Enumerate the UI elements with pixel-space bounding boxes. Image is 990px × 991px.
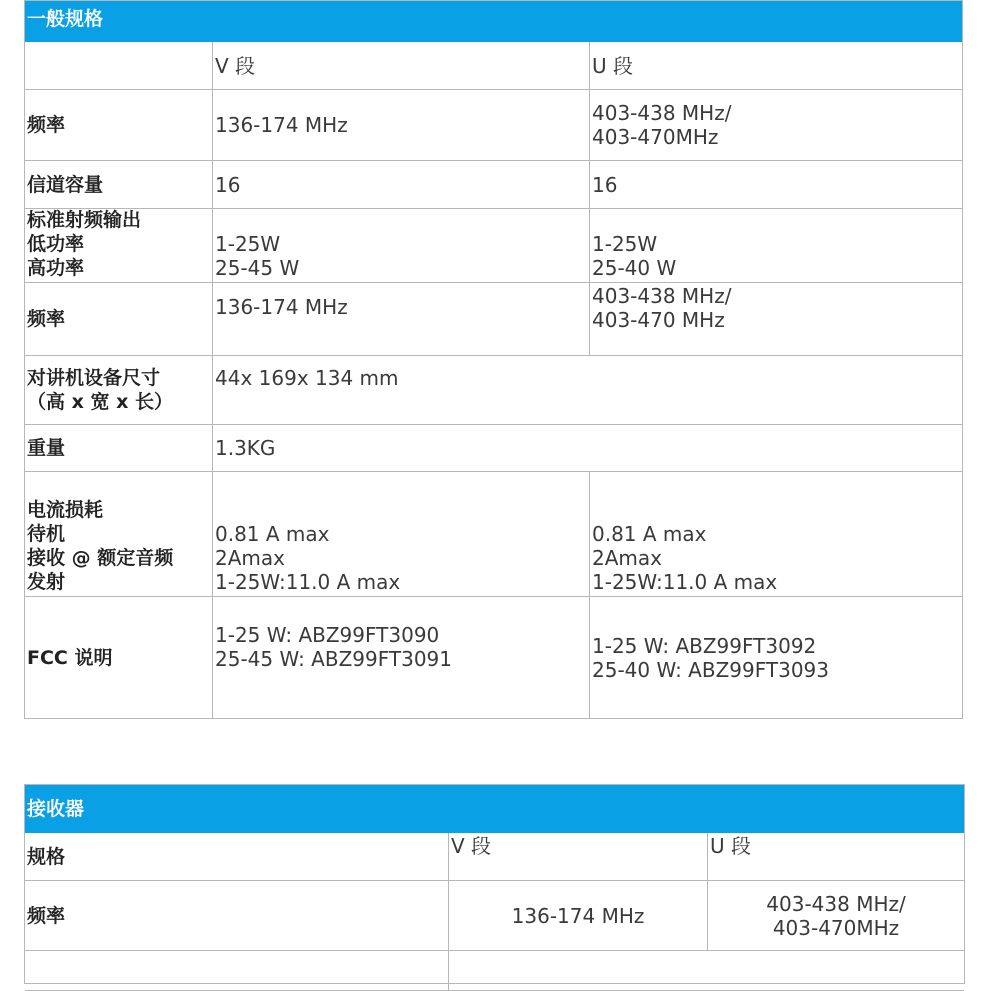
fcc-u	[590, 597, 962, 718]
fcc-v	[213, 597, 590, 718]
band-u-header: U 段	[590, 42, 962, 90]
channel-capacity-u: 16	[590, 161, 962, 209]
freq-u-line: 403-470MHz	[592, 125, 719, 149]
current-v-line: 0.81 A max	[215, 522, 330, 546]
fcc-u-line: 25-40 W: ABZ99FT3093	[592, 657, 829, 682]
rf-output-u-line: 25-40 W	[592, 256, 677, 280]
weight-label: 重量	[25, 425, 213, 472]
channel-capacity-v: 16	[213, 161, 590, 209]
current-u-line: 2Amax	[592, 546, 662, 570]
fcc-u-line: 1-25 W: ABZ99FT3092	[592, 633, 817, 658]
freq-u-value	[590, 90, 962, 161]
receiver-band-v-header: V 段	[449, 833, 708, 881]
receiver-freq-v: 136-174 MHz	[449, 881, 708, 951]
receiver-title: 接收器	[25, 785, 449, 833]
rf-output-v-line: 1-25W	[215, 232, 281, 256]
dimensions-label-line: （高 x 宽 x 长）	[27, 391, 173, 413]
receiver-next-row-label	[25, 951, 449, 991]
receiver-header-fill	[449, 785, 964, 833]
fcc-label: FCC 说明	[25, 597, 213, 718]
rf-output-u-line: 1-25W	[592, 232, 658, 256]
fcc-v-line: 1-25 W: ABZ99FT3090	[215, 623, 440, 647]
general-spec-header-fill	[213, 1, 962, 42]
current-u-line: 0.81 A max	[592, 522, 707, 546]
current-v-line: 2Amax	[215, 546, 285, 570]
rf-output-label-line: 标准射频输出	[27, 209, 142, 231]
current-label-line: 电流损耗	[27, 499, 104, 521]
receiver-freq-label: 频率	[25, 881, 449, 951]
receiver-spec-table	[24, 784, 965, 984]
current-u-line: 1-25W:11.0 A max	[592, 570, 778, 594]
current-label-line: 待机	[27, 523, 66, 545]
weight-value: 1.3KG	[213, 425, 962, 472]
freq-u-line: 403-438 MHz/	[592, 101, 732, 125]
current-v-line: 1-25W:11.0 A max	[215, 570, 401, 594]
rf-output-label-line: 高功率	[27, 257, 85, 279]
band-header-blank	[25, 42, 213, 90]
receiver-freq-u	[708, 881, 964, 951]
fcc-v-line: 25-45 W: ABZ99FT3091	[215, 647, 452, 671]
rf-output-label	[25, 209, 213, 283]
current-v	[213, 472, 590, 597]
current-label-line: 发射	[27, 571, 66, 593]
freq2-u-value	[590, 283, 962, 356]
rf-output-u	[590, 209, 962, 283]
receiver-band-u-header: U 段	[708, 833, 964, 881]
channel-capacity-label: 信道容量	[25, 161, 213, 209]
current-label-line: 接收 @ 额定音频	[27, 547, 174, 569]
dimensions-value: 44x 169x 134 mm	[213, 356, 962, 425]
band-v-header: V 段	[213, 42, 590, 90]
receiver-next-row-value	[449, 951, 964, 991]
freq-v-value: 136-174 MHz	[213, 90, 590, 161]
rf-output-label-line: 低功率	[27, 233, 85, 255]
current-label	[25, 472, 213, 597]
general-spec-title: 一般规格	[25, 1, 213, 42]
freq2-v-value: 136-174 MHz	[213, 283, 590, 356]
freq2-u-line: 403-470 MHz	[592, 308, 725, 332]
rf-output-v-line: 25-45 W	[215, 256, 300, 280]
freq2-label: 频率	[25, 283, 213, 356]
general-spec-table	[24, 0, 963, 719]
dimensions-label-line: 对讲机设备尺寸	[27, 367, 161, 389]
current-u	[590, 472, 962, 597]
rf-output-v	[213, 209, 590, 283]
receiver-freq-u-line: 403-438 MHz/	[766, 891, 906, 916]
receiver-freq-u-line: 403-470MHz	[772, 915, 900, 940]
freq2-u-line: 403-438 MHz/	[592, 284, 732, 308]
receiver-spec-label: 规格	[25, 833, 449, 881]
dimensions-label	[25, 356, 213, 425]
freq-label: 频率	[25, 90, 213, 161]
